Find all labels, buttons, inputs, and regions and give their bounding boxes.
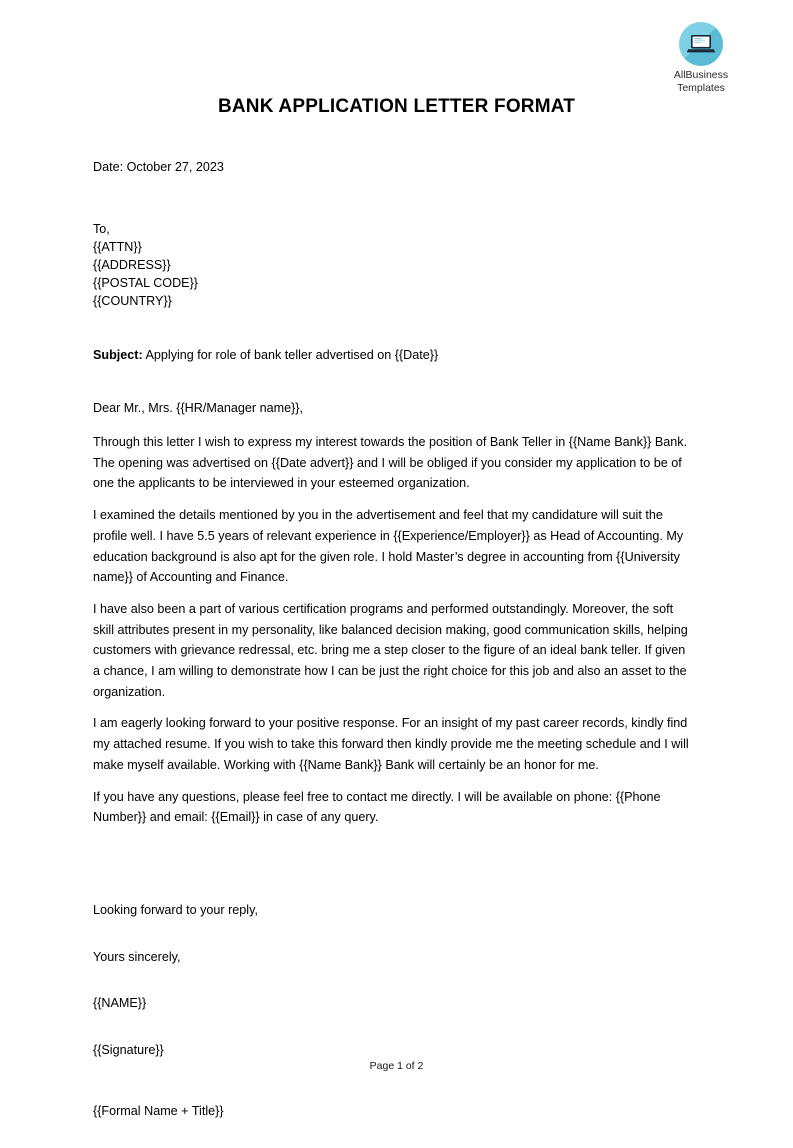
subject-line <box>93 346 438 364</box>
body-paragraph: I examined the details mentioned by you in the advertisement and feel that my candidature will suit the profile well. I have 5.5 years of relevant experience in {{Experience/Employer}} as Head of Accounting. My education background is also apt for the given role. I hold Master’s degree in accounting from {{University name}} of Accounting and Finance. <box>93 508 684 585</box>
signer-name: {{NAME}} <box>93 996 147 1011</box>
brand-logo <box>653 22 749 94</box>
subject-label: Subject: <box>93 348 143 362</box>
recipient-line: {{ATTN}} <box>93 240 142 254</box>
brand-name <box>653 69 749 94</box>
recipient-line: {{POSTAL CODE}} <box>93 276 198 290</box>
formal-name-title: {{Formal Name + Title}} <box>93 1103 224 1118</box>
recipient-line: {{COUNTRY}} <box>93 294 172 308</box>
laptop-icon <box>679 22 723 66</box>
closing-block <box>93 900 693 1148</box>
closing-line: Yours sincerely, <box>93 949 181 964</box>
body-paragraph: I have also been a part of various certification programs and performed outstandingly. Moreover, the soft skill attributes present in my personality, like balanced decision making, good communication skills, helping customers with grievance redressal, etc. bring me a step closer to the figure of an ideal bank teller. If given a chance, I am willing to demonstrate how I can be just the right choice for this job and also an asset to the organization. <box>93 601 688 699</box>
brand-name-line-2: Templates <box>677 81 725 94</box>
recipient-address-block <box>93 220 198 310</box>
salutation: Dear Mr., Mrs. {{HR/Manager name}}, <box>93 401 303 415</box>
body-paragraph: Through this letter I wish to express my interest towards the position of Bank Teller in {{Name Bank}} Bank. The opening was advertised on {{Date advert}} and I will be obliged if you consider my application to be of one the applicants to be interviewed in your esteemed organization. <box>93 435 688 491</box>
body-paragraph: If you have any questions, please feel free to contact me directly. I will be available on phone: {{Phone Number}} and email: {{Email}} in case of any query. <box>93 789 661 825</box>
brand-name-line-1: AllBusiness <box>673 69 729 81</box>
laptop-glyph <box>686 32 716 56</box>
body-paragraphs <box>93 432 693 839</box>
signature-placeholder: {{Signature}} <box>93 1043 164 1058</box>
page-footer: Page 1 of 2 <box>369 1060 424 1072</box>
recipient-line: {{ADDRESS}} <box>93 258 171 272</box>
date-line: Date: October 27, 2023 <box>93 160 224 174</box>
closing-line: Looking forward to your reply, <box>93 903 258 917</box>
body-paragraph: I am eagerly looking forward to your positive response. For an insight of my past career records, kindly find my attached resume. If you wish to take this forward then kindly provide me the meeting schedule and I will make myself available. Working with {{Name Bank}} Bank will certainly be an honor for me. <box>93 716 689 772</box>
recipient-line: To, <box>93 222 110 236</box>
page-title: BANK APPLICATION LETTER FORMAT <box>217 96 576 117</box>
subject-text: Applying for role of bank teller advertised on {{Date}} <box>145 348 439 362</box>
